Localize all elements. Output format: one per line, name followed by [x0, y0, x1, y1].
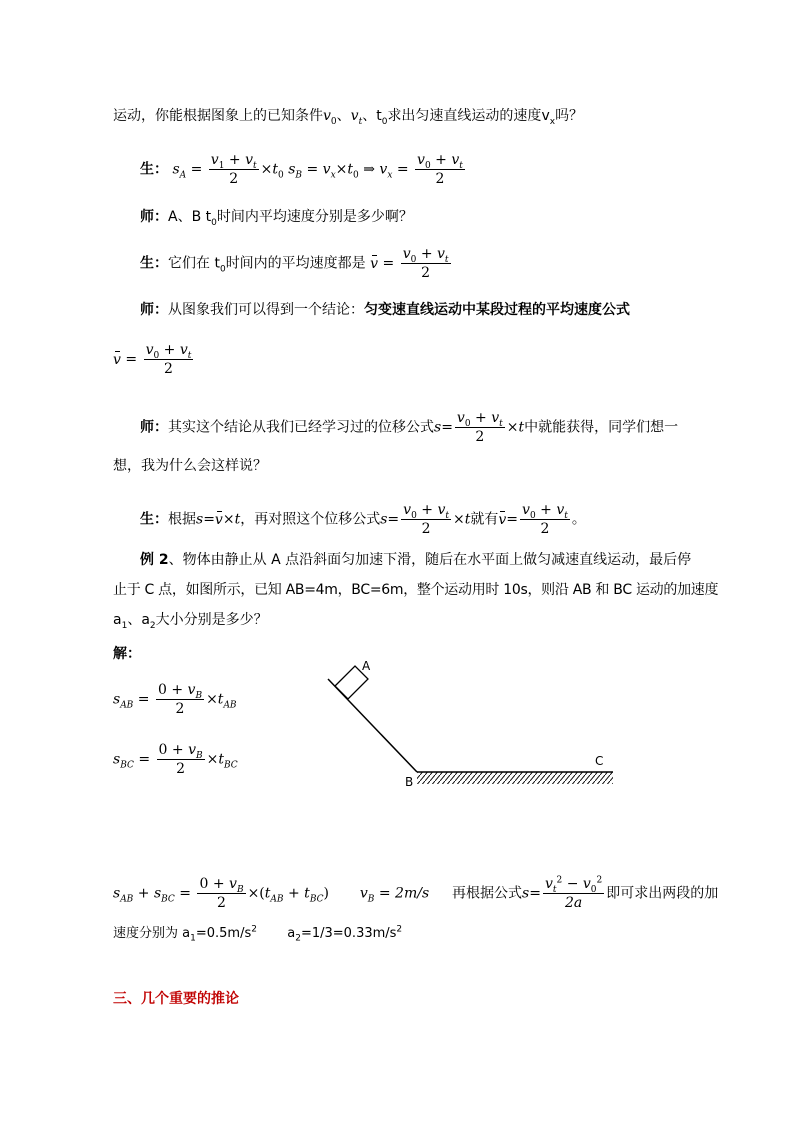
student-equation-1: 生： $s_A$ = $\frac{v_1 + v_t}{2}$ $\times t_0$ $s_B = v_x\times t_0$ ⇒ $v_x$ = $\frac{v_0 + v_t}{2}$: [140, 152, 463, 187]
teacher-label: 师：: [140, 209, 168, 225]
example-label: 例 2: [140, 552, 169, 568]
point-b-label: B: [405, 775, 414, 789]
fraction: $\frac{v_t^2 - v_0^2}{2a}$: [544, 875, 603, 911]
fraction: $\frac{v_0 + v_t}{2}$: [456, 410, 503, 445]
student-answer-3: 生：根据s=v×t，再对照这个位移公式s= $\frac{v_0 + v_t}{2}$ ×t就有v= $\frac{v_0 + v_t}{2}$ 。: [140, 502, 586, 537]
point-c-label: C: [595, 754, 604, 768]
solution-eq-ab: $s_{AB}$ = $\frac{0 + v_B}{2}$ $\times t_{AB}$: [113, 682, 237, 717]
solution-eq-bc: $s_{BC}$ = $\frac{0 + v_B}{2}$ $\times t_{BC}$: [113, 742, 238, 777]
incline-diagram: [320, 655, 620, 795]
fraction: $\frac{0 + v_B}{2}$: [158, 742, 203, 777]
section-heading: 三、几个重要的推论: [113, 991, 239, 1007]
average-velocity-formula: v = $\frac{v_0 + v_t}{2}$: [113, 342, 192, 377]
fraction: $\frac{v_0 + v_t}{2}$: [402, 246, 449, 281]
student-label: 生：: [140, 161, 168, 178]
fraction: $\frac{v_0 + v_t}{2}$: [522, 502, 568, 537]
intro-text: 运动，你能根据图象上的已知条件: [113, 108, 323, 124]
fraction: $\frac{v_0 + v_t}{2}$: [403, 502, 449, 537]
teacher-question: 师：A、B $t_0$时间内平均速度分别是多少啊？: [140, 209, 413, 228]
teacher-displacement: 师：其实这个结论从我们已经学习过的位移公式s= $\frac{v_0 + v_t}{2}$ ×t中就能获得，同学们想一: [140, 410, 679, 445]
teacher-conclusion: 师：从图象我们可以得到一个结论：匀变速直线运动中某段过程的平均速度公式: [140, 302, 630, 318]
example-2-line-2: 止于 C 点，如图所示，已知 AB=4m，BC=6m，整个运动用时 10s，则沿 AB 和 BC 运动的加速度: [113, 582, 719, 598]
point-a-label: A: [362, 659, 371, 673]
intro-line: 运动，你能根据图象上的已知条件$v_0$、$v_t$、$t_0$求出匀速直线运动的速度$v_x$吗？: [113, 108, 584, 127]
teacher-displacement-cont: 想，我为什么会这样说？: [113, 458, 267, 474]
result-values: 速度分别为 $a_1=0.5m/s^2$ $a_2=1/3=0.33m/s^2$: [113, 924, 403, 944]
solution-label: 解：: [113, 646, 141, 662]
example-2-line-3: $a_1$、$a_2$大小分别是多少？: [113, 612, 268, 631]
result-equation: $s_{AB} + s_{BC}$ = $\frac{0 + v_B}{2}$ $\times(t_{AB} + t_{BC}) v_B = 2m/s$ 再根据公式s= $\frac{v_t^2 - v_0^2}{2a}$ 即可求出两段的加: [113, 875, 719, 911]
example-2-line-1: 例 2、物体由静止从 A 点沿斜面匀加速下滑，随后在水平面上做匀减速直线运动，最后停: [140, 552, 692, 568]
fraction: $\frac{v_0 + v_t}{2}$: [417, 152, 463, 187]
fraction: $\frac{v_0 + v_t}{2}$: [145, 342, 192, 377]
fraction: $\frac{v_1 + v_t}{2}$: [210, 152, 257, 187]
student-answer-2: 生：它们在 $t_0$时间内的平均速度都是 v = $\frac{v_0 + v_t}{2}$: [140, 246, 449, 281]
fraction: $\frac{0 + v_B}{2}$: [199, 876, 244, 911]
key-conclusion: 匀变速直线运动中某段过程的平均速度公式: [364, 302, 630, 318]
fraction: $\frac{0 + v_B}{2}$: [157, 682, 203, 717]
ground-hatching: [417, 772, 613, 784]
